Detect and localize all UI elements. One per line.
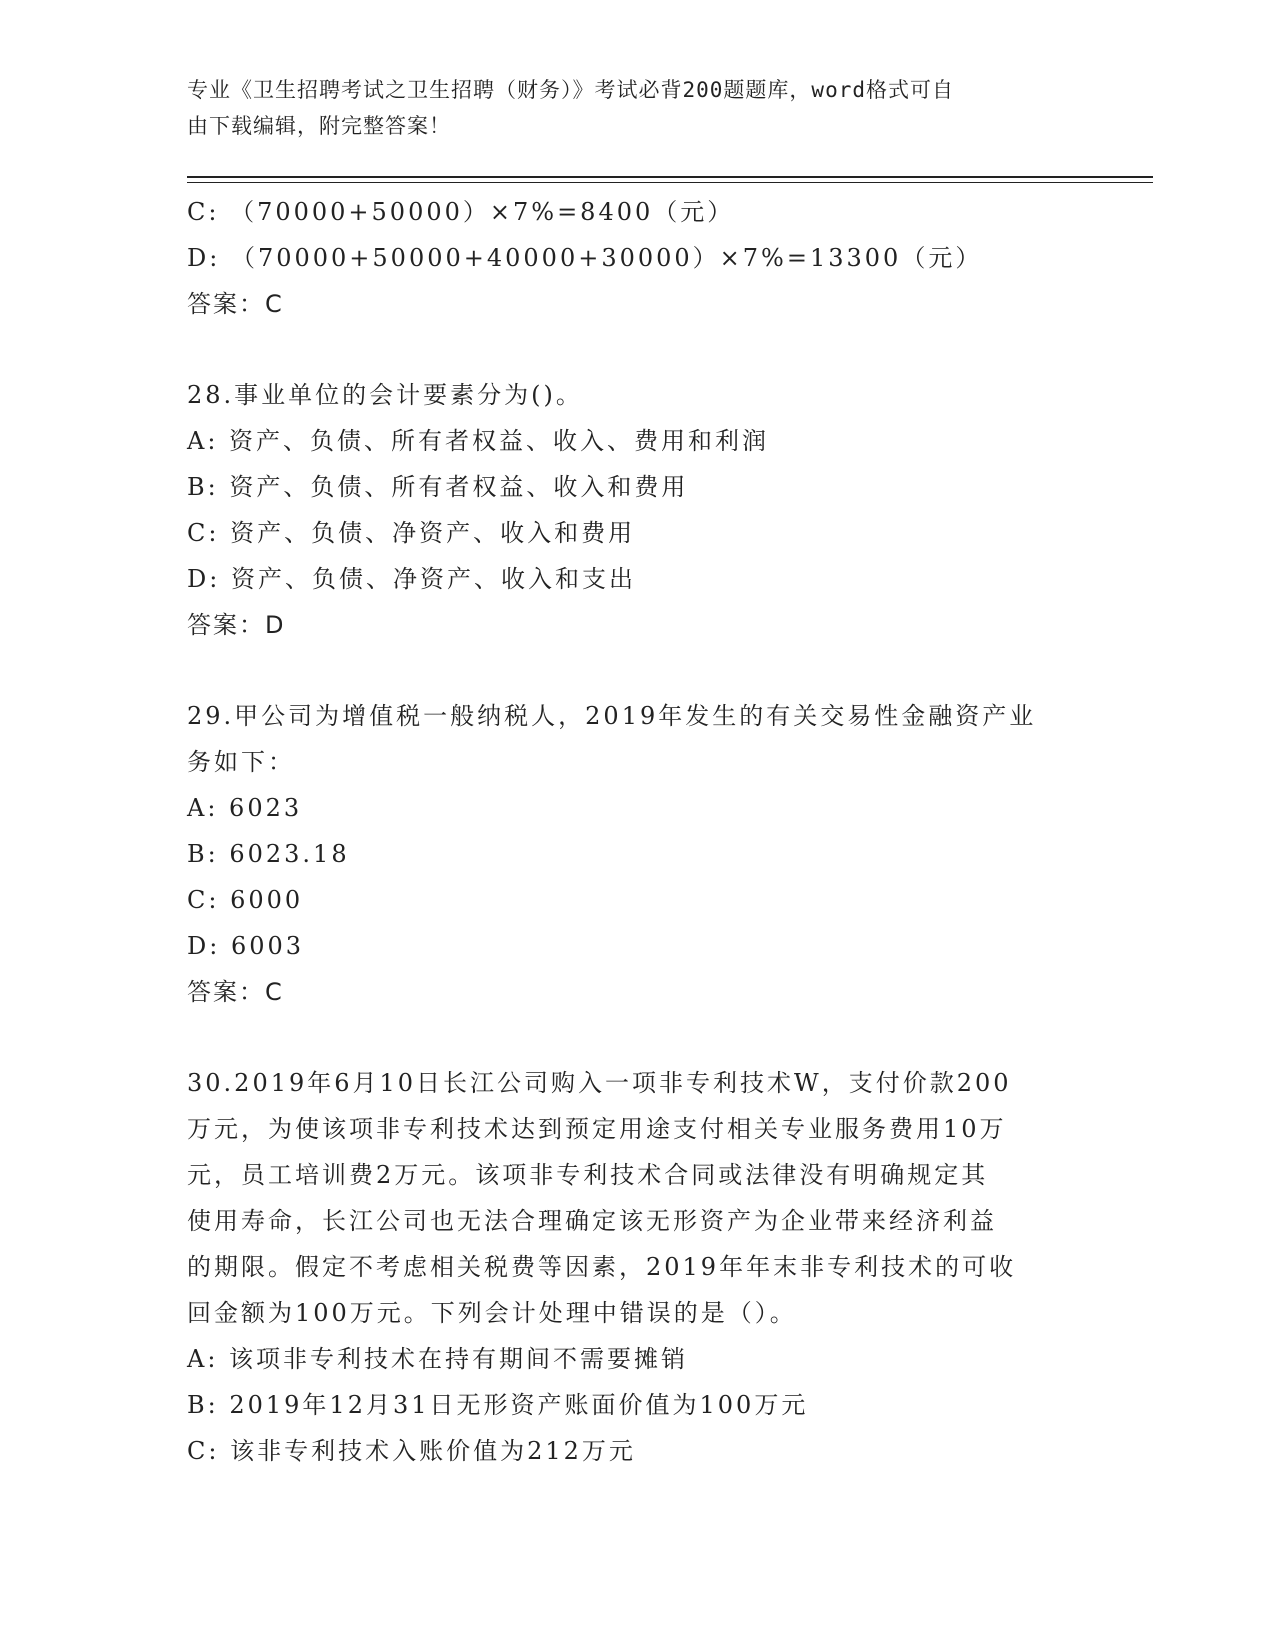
q29-stem-line-2: 务如下： [187,748,295,776]
document-header [187,72,1087,144]
q28-option-c: C: 资产、负债、净资产、收入和费用 [187,519,636,547]
q29-option-d: D: 6003 [187,932,305,960]
prev-option-c: C: （70000+50000）×7%=8400（元） [187,198,735,226]
q30-option-b: B: 2019年12月31日无形资产账面价值为100万元 [187,1391,809,1419]
q28-option-a: A: 资产、负债、所有者权益、收入、费用和利润 [187,427,770,455]
prev-option-d: D: （70000+50000+40000+30000）×7%=13300（元） [187,244,983,272]
q30-option-a: A: 该项非专利技术在持有期间不需要摊销 [187,1345,689,1373]
q30-option-c: C: 该非专利技术入账价值为212万元 [187,1437,636,1465]
q29-option-c: C: 6000 [187,886,304,914]
q30-stem-line-4: 使用寿命，长江公司也无法合理确定该无形资产为企业带来经济利益 [187,1207,997,1235]
q29-option-b: B: 6023.18 [187,840,350,868]
q29-answer: 答案：C [187,978,284,1006]
q29-stem-line-1: 29.甲公司为增值税一般纳税人，2019年发生的有关交易性金融资产业 [187,702,1037,730]
q30-stem-line-6: 回金额为100万元。下列会计处理中错误的是（）。 [187,1299,797,1327]
header-line-1: 专业《卫生招聘考试之卫生招聘（财务）》考试必背200题题库，word格式可自 [187,78,954,102]
q30-stem-line-5: 的期限。假定不考虑相关税费等因素，2019年年末非专利技术的可收 [187,1253,1017,1281]
q28-stem: 28.事业单位的会计要素分为()。 [187,381,583,409]
q29-option-a: A: 6023 [187,794,303,822]
q28-option-d: D: 资产、负债、净资产、收入和支出 [187,565,636,593]
prev-answer: 答案：C [187,290,284,318]
q30-stem-line-1: 30.2019年6月10日长江公司购入一项非专利技术W，支付价款200 [187,1069,1012,1097]
header-line-2: 由下载编辑，附完整答案！ [187,114,451,138]
question-content [187,189,1087,1474]
q30-stem-line-2: 万元，为使该项非专利技术达到预定用途支付相关专业服务费用10万 [187,1115,1007,1143]
q30-stem-line-3: 元，员工培训费2万元。该项非专利技术合同或法律没有明确规定其 [187,1161,989,1189]
q28-option-b: B: 资产、负债、所有者权益、收入和费用 [187,473,689,501]
header-rule-thin [187,182,1153,183]
header-rule-thick [187,176,1153,178]
q28-answer: 答案：D [187,611,286,639]
